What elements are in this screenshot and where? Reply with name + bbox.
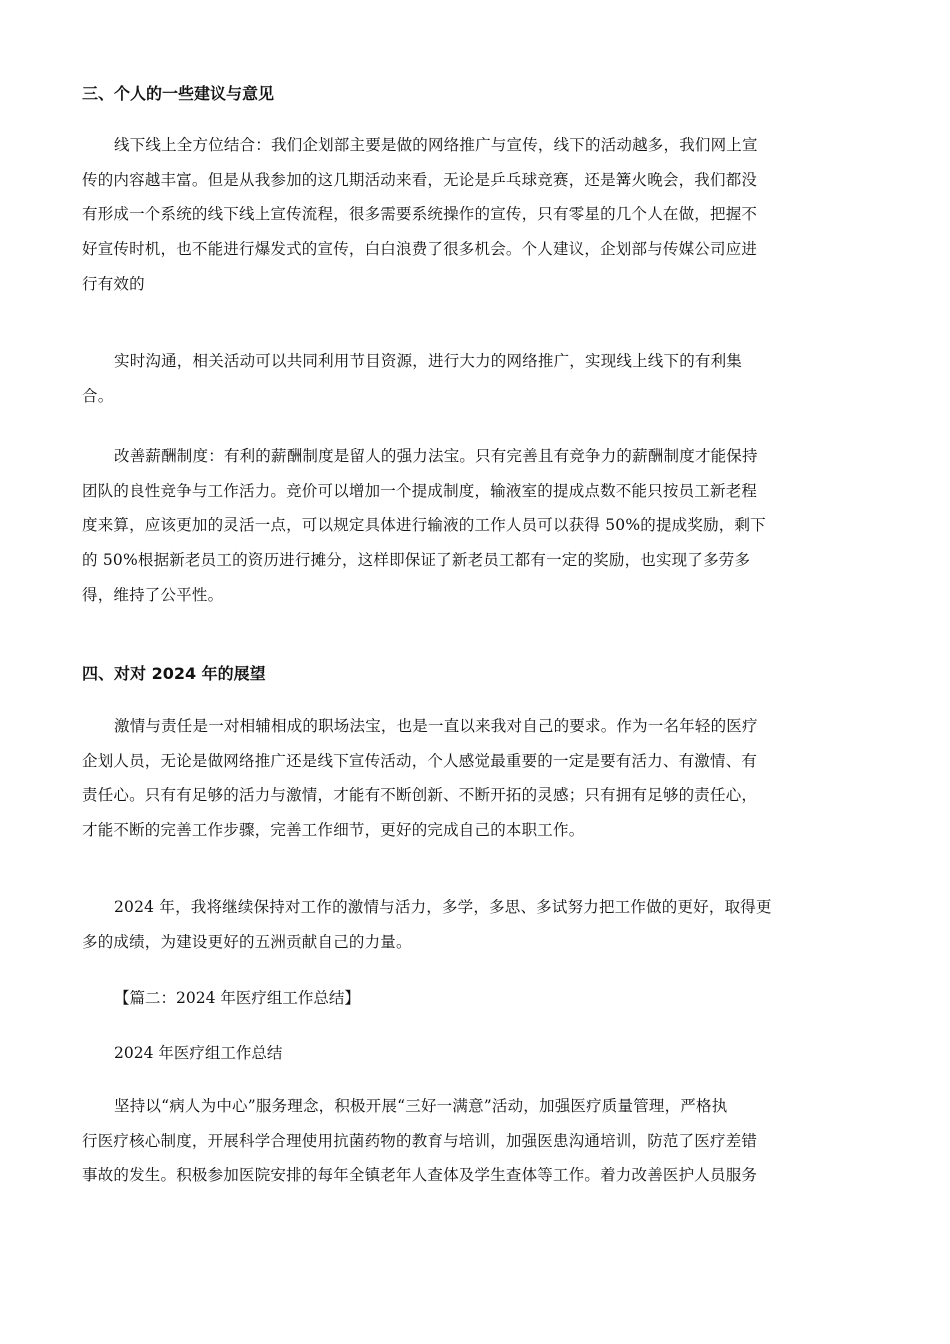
paragraph-2024-plan	[82, 890, 862, 959]
text-line: 合。	[82, 386, 114, 405]
text-line: 的 50%根据新老员工的资历进行摊分，这样即保证了新老员工都有一定的奖励，也实现了多劳多	[82, 551, 751, 570]
part2-bracket-title: 【篇二：2024 年医疗组工作总结】	[114, 989, 360, 1007]
part2-title: 2024 年医疗组工作总结	[114, 1044, 283, 1062]
text-line: 才能不断的完善工作步骤，完善工作细节，更好的完成自己的本职工作。	[82, 821, 585, 840]
text-line: 实时沟通，相关活动可以共同利用节目资源，进行大力的网络推广，实现线上线下的有利集	[114, 352, 743, 370]
text-line: 团队的良性竞争与工作活力。竞价可以增加一个提成制度，输液室的提成点数不能只按员工新老程	[82, 481, 758, 500]
text-line: 度来算，应该更加的灵活一点，可以规定具体进行输液的工作人员可以获得 50%的提成奖励，剩下	[82, 516, 766, 535]
text-line: 事故的发生。积极参加医院安排的每年全镇老年人查体及学生查体等工作。着力改善医护人员服务	[82, 1166, 758, 1185]
text-line: 改善薪酬制度：有利的薪酬制度是留人的强力法宝。只有完善且有竞争力的薪酬制度才能保持	[114, 447, 758, 465]
text-line: 2024 年，我将继续保持对工作的激情与活力，多学，多思、多试努力把工作做的更好，取得更	[114, 898, 772, 916]
text-line: 得，维持了公平性。	[82, 585, 224, 604]
text-line: 坚持以“病人为中心”服务理念，积极开展“三好一满意”活动，加强医疗质量管理，严格执	[114, 1097, 728, 1115]
text-line: 多的成绩，为建设更好的五洲贡献自己的力量。	[82, 932, 412, 951]
paragraph-passion-responsibility	[82, 709, 862, 848]
text-line: 行医疗核心制度，开展科学合理使用抗菌药物的教育与培训，加强医患沟通培训，防范了医疗差错	[82, 1131, 758, 1150]
section-heading-suggestions: 三、个人的一些建议与意见	[82, 84, 275, 103]
text-line: 传的内容越丰富。但是从我参加的这几期活动来看，无论是乒乓球竞赛，还是篝火晚会，我们都没	[82, 170, 758, 189]
paragraph-patient-centered	[82, 1089, 862, 1193]
paragraph-salary-system	[82, 439, 862, 613]
section-heading-outlook: 四、对对 2024 年的展望	[82, 664, 266, 683]
text-line: 责任心。只有有足够的活力与激情，才能有不断创新、不断开拓的灵感；只有拥有足够的责任心，	[82, 786, 758, 805]
text-line: 好宣传时机，也不能进行爆发式的宣传，白白浪费了很多机会。个人建议，企划部与传媒公司应进	[82, 240, 758, 259]
paragraph-online-offline	[82, 128, 862, 302]
text-line: 企划人员，无论是做网络推广还是线下宣传活动，个人感觉最重要的一定是要有活力、有激情、有	[82, 751, 758, 770]
text-line: 有形成一个系统的线下线上宣传流程，很多需要系统操作的宣传，只有零星的几个人在做，把握不	[82, 205, 758, 224]
text-line: 激情与责任是一对相辅相成的职场法宝，也是一直以来我对自己的要求。作为一名年轻的医疗	[114, 717, 758, 735]
text-line: 线下线上全方位结合：我们企划部主要是做的网络推广与宣传，线下的活动越多，我们网上宣	[114, 136, 758, 154]
paragraph-realtime-communication	[82, 344, 862, 413]
text-line: 行有效的	[82, 274, 145, 293]
